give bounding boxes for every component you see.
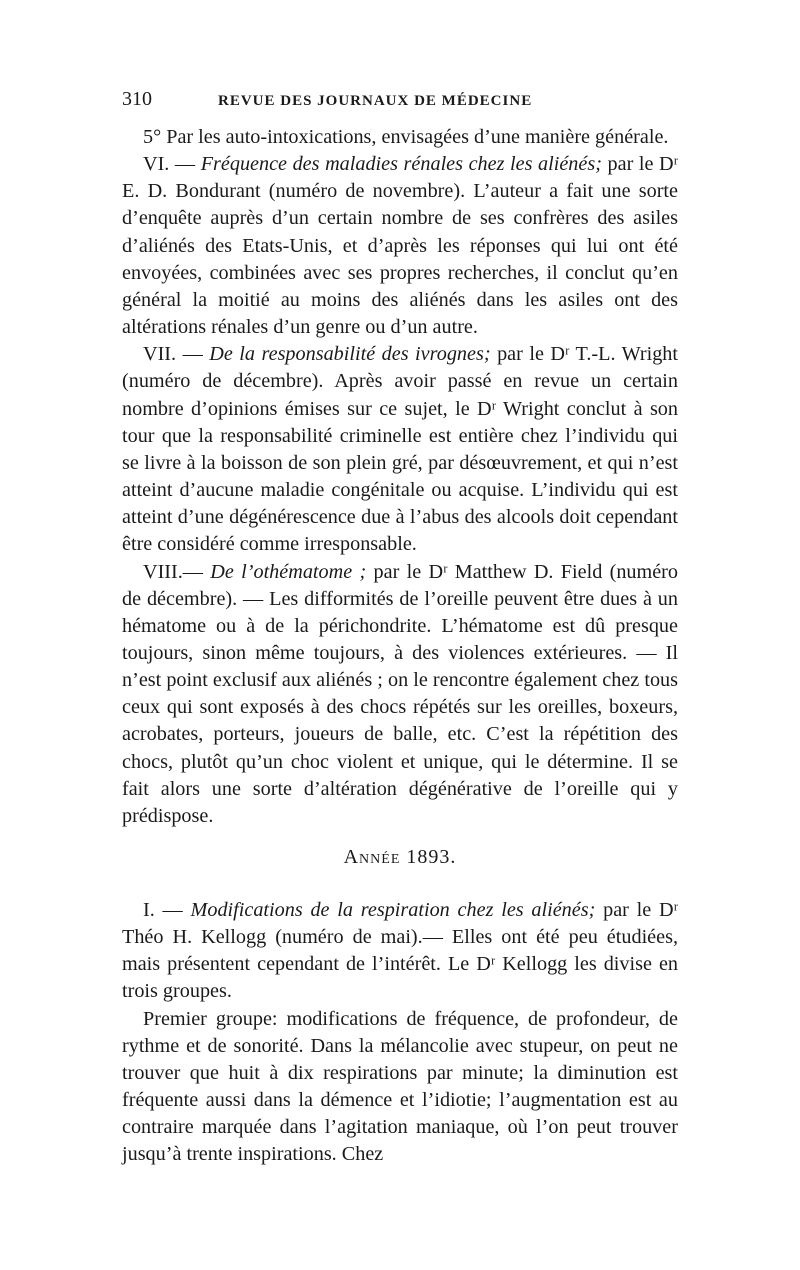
- paragraph-5: 5° Par les auto-intoxications, envisagées d’une manière générale.: [143, 126, 669, 148]
- article-text: par le Dʳ E. D. Bondurant (numéro de novembre). L’auteur a fait une sorte d’enquête auprès d’un certain nombre de ses confrères des asiles d’aliénés des Etats-Unis, et d’après les réponses qui lui ont été envoyées, combinées avec ses propres recherches, il conclut qu’en général la moitié au moins des aliénés dans les asiles ont des altérations rénales d’un genre ou d’un autre.: [122, 153, 678, 339]
- item-number: VI. —: [143, 153, 201, 176]
- body-text-lower: [122, 897, 678, 1169]
- item-number: VII. —: [143, 343, 210, 366]
- paragraph-vii: [122, 341, 678, 558]
- article-text: par le Dʳ Théo H. Kellogg (numéro de mai).— Elles ont été peu étudiées, mais présentent cependant de l’intérêt. Le Dʳ Kellogg les divise en trois groupes.: [122, 899, 678, 1003]
- article-title: De l’othématome ;: [210, 560, 367, 583]
- paragraph-vi: [122, 151, 678, 341]
- paragraph-premier-groupe: Premier groupe: modifications de fréquence, de profondeur, de rythme et de sonorité. Dans la mélancolie avec stupeur, on peut ne trouver que huit à dix respirations par minute; la diminution est fréquente aussi dans la démence et l’idiotie; l’augmentation est au contraire marquée dans l’agitation maniaque, où l’on peut trouver jusqu’à trente inspirations. Chez: [122, 1007, 678, 1166]
- article-title: Modifications de la respiration chez les aliénés;: [190, 899, 596, 921]
- page-header: [122, 88, 678, 111]
- section-heading: Année 1893.: [343, 846, 457, 868]
- page-number: 310: [122, 88, 152, 110]
- body-text-upper: [122, 124, 678, 830]
- article-text: par le Dʳ T.-L. Wright (numéro de décembre). Après avoir passé en revue un certain nombre d’opinions émises sur ce sujet, le Dʳ Wright conclut à son tour que la responsabilité criminelle est entière chez l’individu qui se livre à la boisson de son plein gré, par désœuvrement, et qui n’est atteint d’aucune maladie congénitale ou acquise. L’individu qui est atteint d’une dégénérescence due à l’abus des alcools doit cependant être considéré comme irresponsable.: [122, 343, 678, 556]
- article-text: par le Dʳ Matthew D. Field (numéro de décembre). — Les difformités de l’oreille peuvent être dues à un hématome ou à de la périchondrite. L’hématome est dû presque toujours, sinon même toujours, à des violences extérieures. — Il n’est point exclusif aux aliénés ; on le rencontre également chez tous ceux qui sont exposés à des chocs répétés sur les oreilles, boxeurs, acrobates, porteurs, joueurs de balle, etc. C’est la répétition des chocs, plutôt qu’un choc violent et unique, qui le détermine. Il se fait alors une sorte d’altération dégénérative de l’oreille qui y prédispose.: [122, 560, 678, 827]
- paragraph-i: [122, 897, 678, 1006]
- article-title: De la responsabilité des ivrognes;: [209, 343, 491, 366]
- item-number: VIII.—: [143, 560, 211, 583]
- article-title: Fréquence des maladies rénales chez les aliénés;: [200, 153, 602, 176]
- item-number: I. —: [143, 899, 191, 921]
- paragraph-viii: [122, 559, 678, 831]
- running-title: REVUE DES JOURNAUX DE MÉDECINE: [218, 93, 533, 109]
